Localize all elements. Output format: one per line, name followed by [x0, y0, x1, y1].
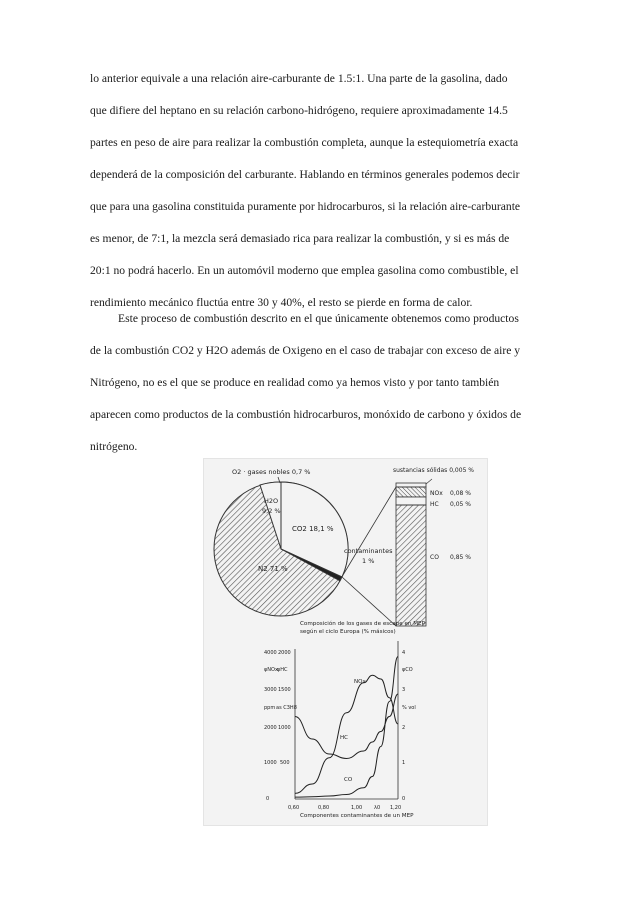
label-h2o: H2O: [264, 497, 279, 505]
series-label-hc: HC: [340, 735, 348, 741]
label-contaminantes-value: 1 %: [362, 557, 375, 565]
series-label-co: CO: [344, 777, 353, 783]
stack-nox: [396, 487, 426, 497]
label-h2o-value: 9,2 %: [262, 507, 281, 515]
contaminant-stack: [393, 467, 474, 626]
text-line: dependerá de la composición del carburante. Hablando en términos generales podemos decir: [90, 168, 520, 181]
label-o2: O2 · gases nobles 0,7 %: [232, 468, 311, 476]
tick-x: 0,60: [288, 805, 300, 811]
figure-svg: [204, 459, 489, 827]
label-nox-value: 0,08 %: [450, 490, 471, 497]
text-line: rendimiento mecánico fluctúa entre 30 y 40%, el resto se pierde en forma de calor.: [90, 296, 473, 309]
text-line: de la combustión CO2 y H2O además de Oxigeno en el caso de trabajar con exceso de aire y: [90, 344, 521, 357]
label-solidas: sustancias sólidas 0,005 %: [393, 467, 474, 474]
tick-nox: 0: [266, 796, 270, 802]
stack-solidas: [396, 483, 426, 487]
text-line: lo anterior equivale a una relación aire-carburante de 1.5:1. Una parte de la gasolina, dado: [90, 72, 508, 85]
stack-hc: [396, 497, 426, 505]
tick-x: 1,00: [351, 805, 363, 811]
label-co2: CO2 18,1 %: [292, 525, 334, 533]
series-line-co: [295, 657, 398, 798]
text-line: nitrógeno.: [90, 440, 138, 453]
chart-xlabel: Componentes contaminantes de un MEP: [300, 813, 414, 819]
tick-hc: 1500: [278, 687, 291, 693]
text-line: 20:1 no podrá hacerlo. En un automóvil moderno que emplea gasolina como combustible, el: [90, 264, 519, 277]
text-line: Este proceso de combustión descrito en el que únicamente obtenemos como productos: [118, 312, 519, 325]
unit-c3h8: as C3H8: [276, 705, 297, 711]
label-co-value: 0,85 %: [450, 554, 471, 561]
tick-co: 1: [402, 760, 406, 766]
series-label-nox: NOx: [354, 679, 366, 685]
chart-title-1: Composición de los gases de escape en MEP: [300, 621, 425, 627]
ax-title-hc: φHC: [277, 667, 288, 673]
connector-lower: [342, 577, 396, 626]
stack-co: [396, 505, 426, 626]
text-line: es menor, de 7:1, la mezcla será demasiado rica para realizar la combustión, y si es más de: [90, 232, 510, 245]
tick-nox: 2000: [264, 725, 277, 731]
ax-title-nox: φNOx: [264, 667, 278, 673]
lambda-label: λ0: [374, 805, 381, 811]
solidas-leader: [426, 479, 432, 484]
text-line: que para una gasolina constituida puramente por hidrocarburos, si la relación aire-carburante: [90, 200, 521, 213]
tick-hc: 500: [280, 760, 290, 766]
label-hc: HC: [430, 501, 439, 508]
label-nox: NOx: [430, 490, 443, 497]
unit-ppm: ppm: [264, 705, 276, 711]
label-n2: N2 71 %: [258, 565, 288, 573]
line-chart: [264, 620, 426, 819]
tick-nox: 1000: [264, 760, 277, 766]
tick-nox: 3000: [264, 687, 277, 693]
tick-x: 1,20: [390, 805, 402, 811]
tick-hc: 2000: [278, 650, 291, 656]
tick-co: 3: [402, 687, 406, 693]
tick-nox: 4000: [264, 650, 277, 656]
text-line: que difiere del heptano en su relación carbono-hidrógeno, requiere aproximadamente 14.5: [90, 104, 508, 117]
tick-co: 2: [402, 725, 406, 731]
ax-title-co: φCO: [402, 667, 413, 673]
text-line: Nitrógeno, no es el que se produce en realidad como ya hemos visto y por tanto también: [90, 376, 500, 389]
connector-upper: [340, 487, 396, 580]
chart-title-2: según el ciclo Europa (% másicos): [300, 629, 396, 635]
tick-co: 4: [402, 650, 406, 656]
label-co: CO: [430, 554, 439, 561]
unit-vol: % vol: [402, 705, 416, 711]
pie-chart: [214, 468, 393, 616]
series-line-hc: [295, 694, 398, 759]
tick-hc: 1000: [278, 725, 291, 731]
exhaust-composition-figure: [203, 458, 488, 826]
tick-co: 0: [402, 796, 406, 802]
label-hc-value: 0,05 %: [450, 501, 471, 508]
tick-x: 0,80: [318, 805, 330, 811]
text-line: aparecen como productos de la combustión hidrocarburos, monóxido de carbono y óxidos de: [90, 408, 522, 421]
text-line: partes en peso de aire para realizar la combustión completa, aunque la estequiometría exacta: [90, 136, 519, 149]
label-contaminantes: contaminantes: [344, 547, 393, 555]
